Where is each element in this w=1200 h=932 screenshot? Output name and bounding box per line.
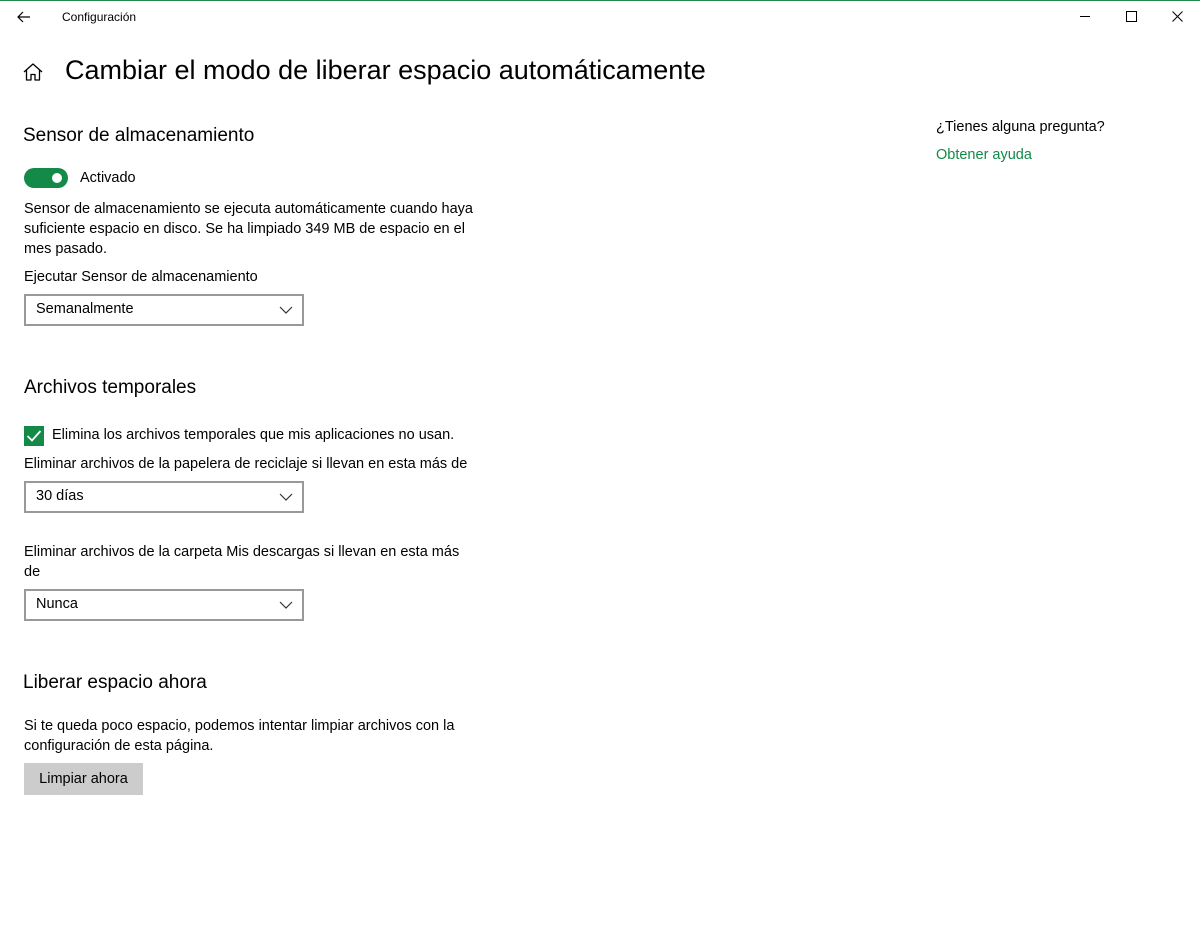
get-help-link[interactable]: Obtener ayuda <box>936 147 1032 163</box>
maximize-icon <box>1126 11 1137 22</box>
help-question: ¿Tienes alguna pregunta? <box>936 119 1105 135</box>
dropdown-value: 30 días <box>36 488 84 504</box>
maximize-button[interactable] <box>1108 1 1154 32</box>
toggle-knob <box>52 173 62 183</box>
recycle-bin-dropdown[interactable] <box>24 481 304 513</box>
free-space-heading: Liberar espacio ahora <box>23 672 207 693</box>
dropdown-value: Semanalmente <box>36 301 134 317</box>
temp-files-heading: Archivos temporales <box>24 377 197 398</box>
storage-sense-description: Sensor de almacenamiento se ejecuta automáticamente cuando haya suficiente espacio en disco. Se ha limpiado 349 MB de espacio en el mes pasado. <box>24 201 473 257</box>
back-arrow-icon <box>17 11 31 23</box>
delete-temp-files-checkbox[interactable] <box>24 426 44 446</box>
minimize-button[interactable] <box>1062 1 1108 32</box>
recycle-bin-label: Eliminar archivos de la papelera de reciclaje si llevan en esta más de <box>24 456 468 472</box>
storage-sense-toggle[interactable] <box>24 168 68 188</box>
dropdown-value: Nunca <box>36 596 78 612</box>
home-icon <box>22 61 44 83</box>
chevron-down-icon <box>279 492 293 502</box>
delete-temp-files-label: Elimina los archivos temporales que mis aplicaciones no usan. <box>52 427 455 443</box>
home-button[interactable] <box>22 61 46 85</box>
chevron-down-icon <box>279 600 293 610</box>
window-title: Configuración <box>62 10 137 24</box>
minimize-icon <box>1080 11 1091 22</box>
downloads-dropdown[interactable] <box>24 589 304 621</box>
back-button[interactable] <box>8 3 40 31</box>
run-storage-sense-label: Ejecutar Sensor de almacenamiento <box>24 269 258 285</box>
close-button[interactable] <box>1154 1 1200 32</box>
page-title: Cambiar el modo de liberar espacio automáticamente <box>65 55 706 85</box>
close-icon <box>1172 11 1183 22</box>
toggle-label: Activado <box>80 170 136 186</box>
checkmark-icon <box>26 429 42 443</box>
free-space-description: Si te queda poco espacio, podemos intentar limpiar archivos con la configuración de esta página. <box>24 718 455 754</box>
chevron-down-icon <box>279 305 293 315</box>
storage-sense-heading: Sensor de almacenamiento <box>23 125 255 146</box>
run-frequency-dropdown[interactable] <box>24 294 304 326</box>
downloads-label: Eliminar archivos de la carpeta Mis descargas si llevan en esta más de <box>24 544 460 580</box>
clean-now-button[interactable]: Limpiar ahora <box>24 763 143 795</box>
